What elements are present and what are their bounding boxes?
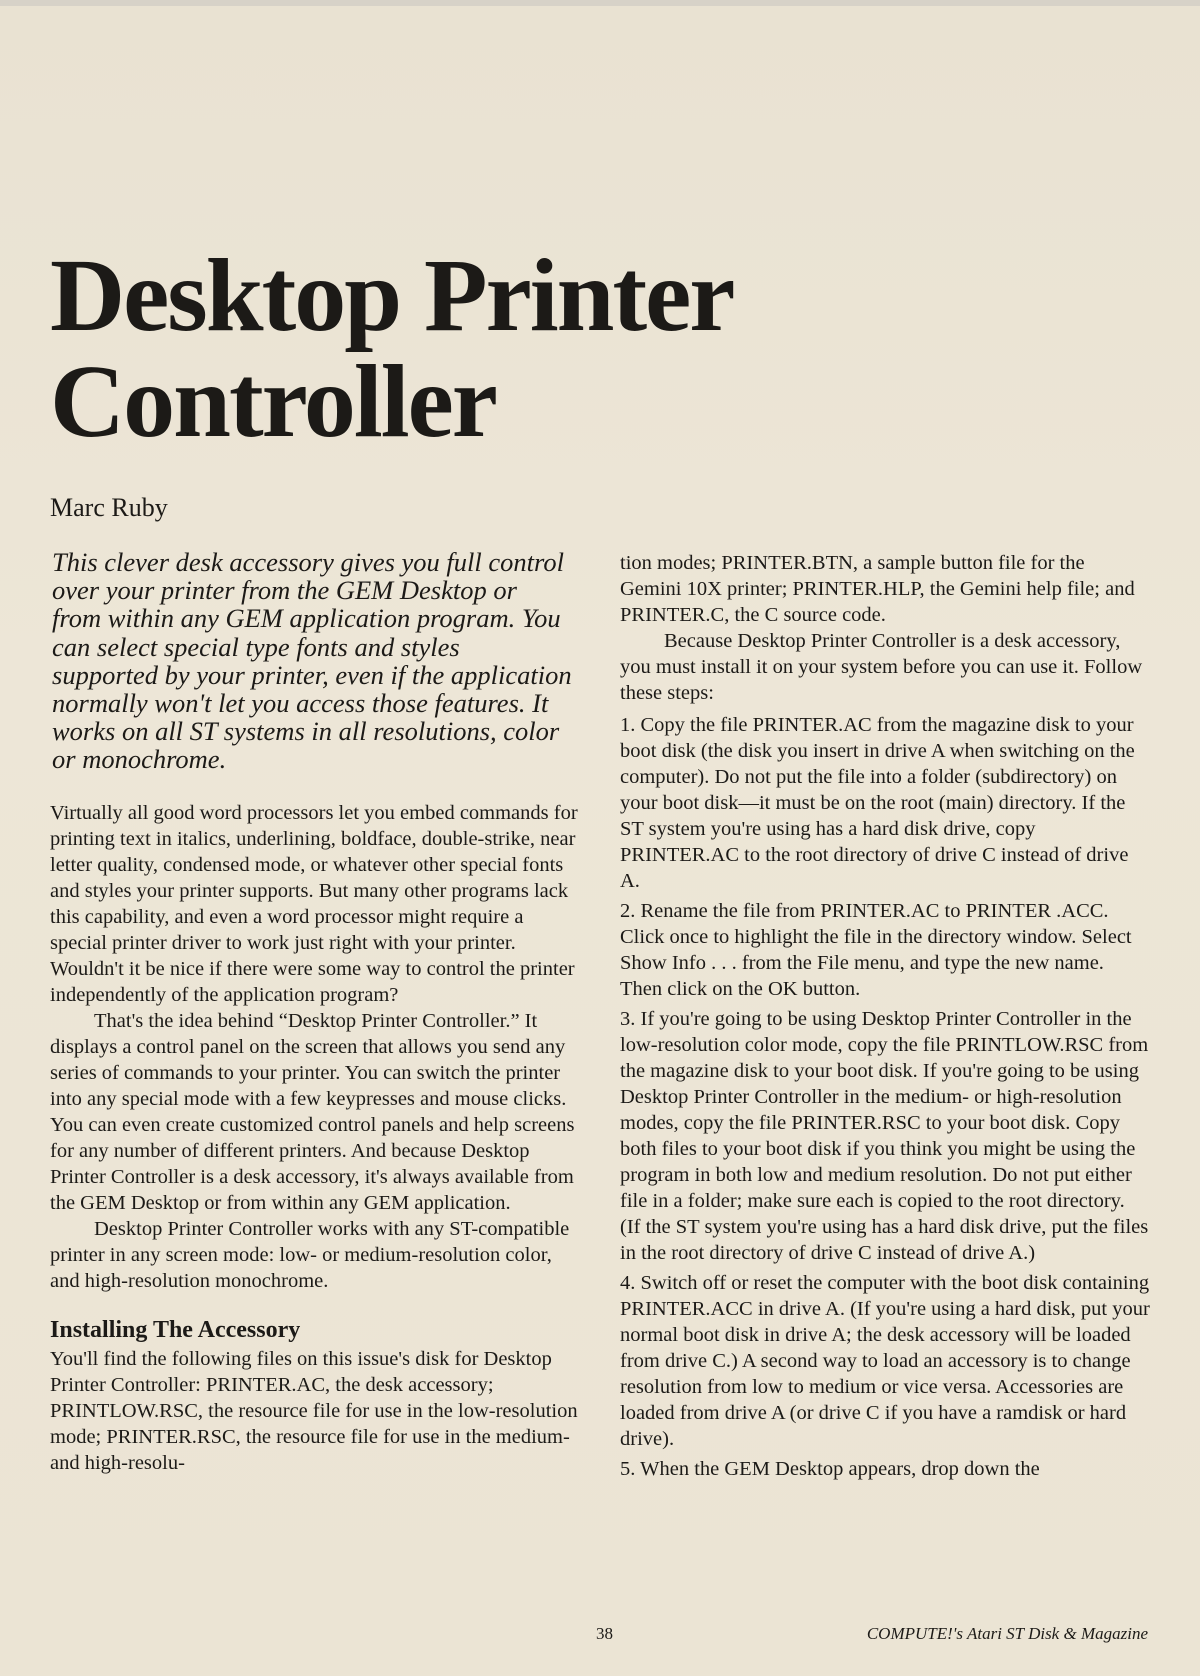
body-paragraph: Virtually all good word processors let you embed commands for printing text in italics, underlining, boldface, double-strike, near letter quality, condensed mode, or whatever other special fonts and styles your printer supports. But many other programs lack this capability, and even a word processor might require a special printer driver to work just right with your printer. Wouldn't it be nice if there were some way to control the printer independently of the application program? xyxy=(50,802,578,1006)
install-step: 4. Switch off or reset the computer with the boot disk containing PRINTER.ACC in drive A. (If you're using a hard disk, put your normal boot disk in drive A; the desk accessory will be loaded from drive C.) A second way to load an accessory is to change resolution from low to medium or vice versa. Accessories are loaded from drive A (or drive C if you have a ramdisk or hard drive). xyxy=(620,1272,1150,1450)
article-title xyxy=(50,238,810,459)
body-paragraph: Desktop Printer Controller works with any ST-compatible printer in any screen mode: low- or medium-resolution color, and high-resolution monochrome. xyxy=(50,1218,570,1292)
author-byline: Marc Ruby xyxy=(50,493,168,522)
install-step: 5. When the GEM Desktop appears, drop down the xyxy=(620,1458,1040,1480)
text-column-right xyxy=(620,550,1150,1486)
body-paragraph: tion modes; PRINTER.BTN, a sample button file for the Gemini 10X printer; PRINTER.HLP, the Gemini help file; and PRINTER.C, the C source code. xyxy=(620,552,1135,626)
text-column-left xyxy=(50,800,580,1476)
page-top-edge xyxy=(0,0,1200,6)
title-line-2: Controller xyxy=(50,344,496,459)
install-step: 3. If you're going to be using Desktop Printer Controller in the low-resolution color mode, copy the file PRINTLOW.RSC from the magazine disk to your boot disk. If you're going to be using Desktop Printer Controller in the medium- or high-resolution modes, copy the file PRINTER.RSC to your boot disk. Copy both files to your boot disk if you think you might be using the program in both low and medium resolution. Do not put either file in a folder; make sure each is copied to the root directory. (If the ST system you're using has a hard disk drive, put the files in the root directory of drive C instead of drive A.) xyxy=(620,1008,1149,1264)
article-intro: This clever desk accessory gives you full control over your printer from the GEM Desktop or from within any GEM application program. You can select special type fonts and styles supported by your printer, even if the application normally won't let you access those features. It works on all ST systems in all resolutions, color or monochrome. xyxy=(52,547,572,775)
page-number: 38 xyxy=(596,1624,613,1643)
magazine-name: COMPUTE!'s Atari ST Disk & Magazine xyxy=(866,1624,1148,1643)
install-step: 1. Copy the file PRINTER.AC from the magazine disk to your boot disk (the disk you insert in drive A when switching on the computer). Do not put the file into a folder (subdirectory) on your boot disk—it must be on the root (main) directory. If the ST system you're using has a hard disk drive, copy PRINTER.AC to the root directory of drive C instead of drive A. xyxy=(620,714,1135,892)
install-step: 2. Rename the file from PRINTER.AC to PRINTER .ACC. Click once to highlight the file in the directory window. Select Show Info . . . from the File menu, and type the new name. Then click on the OK button. xyxy=(620,900,1132,1000)
body-paragraph: You'll find the following files on this issue's disk for Desktop Printer Controller: PRINTER.AC, the desk accessory; PRINTLOW.RSC, the resource file for use in the low-resolution mode; PRINTER.RSC, the resource file for use in the medium- and high-resolu- xyxy=(50,1348,578,1474)
section-heading: Installing The Accessory xyxy=(50,1317,301,1343)
title-line-1: Desktop Printer xyxy=(50,238,734,353)
body-paragraph: Because Desktop Printer Controller is a desk accessory, you must install it on your system before you can use it. Follow these steps: xyxy=(620,630,1143,704)
body-paragraph: That's the idea behind “Desktop Printer Controller.” It displays a control panel on the screen that allows you send any series of commands to your printer. You can switch the printer into any special mode with a few keypresses and mouse clicks. You can even create customized control panels and help screens for any number of different printers. And because Desktop Printer Controller is a desk accessory, it's always available from the GEM Desktop or from within any GEM application. xyxy=(50,1010,575,1214)
